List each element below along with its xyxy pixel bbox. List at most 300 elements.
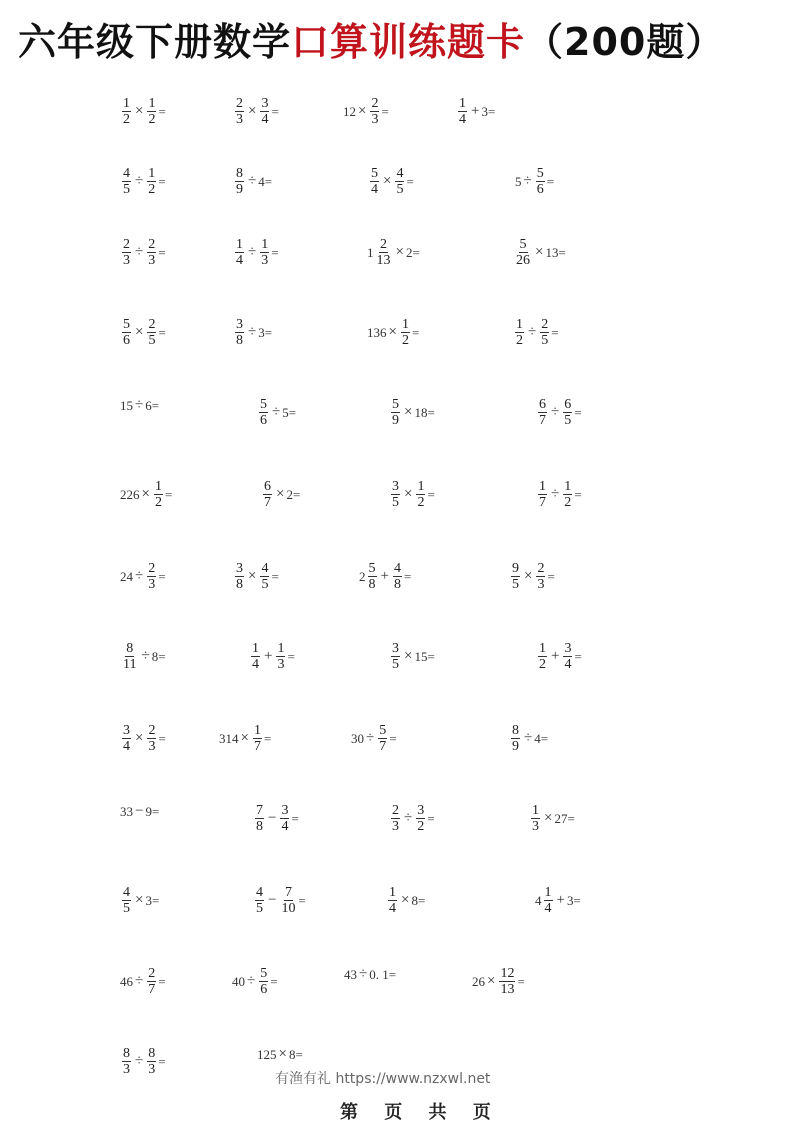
numerator: 2 — [148, 966, 156, 981]
term: 26 — [472, 973, 485, 989]
denominator: 3 — [123, 1062, 130, 1077]
term: 3= — [566, 892, 581, 908]
numerator: 1 — [236, 237, 243, 252]
fraction — [147, 723, 156, 754]
fraction — [391, 479, 400, 510]
problem-item — [120, 561, 166, 592]
problem-item — [472, 966, 525, 997]
denominator: 4 — [281, 819, 289, 834]
numerator: 5 — [519, 237, 527, 252]
title-count: （200题） — [525, 20, 725, 64]
denominator: 5 — [123, 901, 130, 916]
fraction — [395, 166, 404, 197]
term: = — [574, 404, 582, 420]
operator: × — [135, 730, 144, 746]
term: 9= — [145, 803, 160, 819]
term: = — [551, 324, 559, 340]
numerator: 4 — [123, 166, 130, 181]
numerator: 3 — [564, 641, 572, 656]
operator: ÷ — [366, 730, 375, 746]
numerator: 1 — [401, 317, 409, 332]
operator: ÷ — [359, 966, 368, 982]
problem-item — [367, 317, 419, 348]
denominator: 6 — [536, 182, 544, 197]
term: = — [427, 810, 435, 826]
term: 4= — [258, 173, 273, 189]
numerator: 5 — [260, 397, 267, 412]
numerator: 1 — [148, 96, 156, 111]
numerator: 6 — [564, 397, 572, 412]
term: = — [403, 568, 412, 584]
numerator: 5 — [368, 561, 376, 576]
fraction — [401, 317, 410, 348]
numerator: 8 — [123, 1046, 130, 1061]
denominator: 4 — [236, 253, 243, 268]
operator: ÷ — [247, 973, 256, 989]
watermark: 有渔有礼 https://www.nzxwl.net — [275, 1071, 491, 1087]
numerator: 9 — [512, 561, 519, 576]
term: 3= — [145, 892, 160, 908]
term: 8= — [151, 648, 166, 664]
denominator: 3 — [148, 1062, 156, 1077]
operator: × — [401, 892, 410, 908]
fraction — [147, 966, 156, 997]
numerator: 2 — [380, 237, 387, 252]
problem-item — [509, 561, 555, 592]
fraction — [391, 641, 400, 672]
term: = — [271, 244, 279, 260]
term: = — [291, 810, 299, 826]
numerator: 3 — [123, 723, 130, 738]
operator: × — [240, 730, 249, 746]
operator: × — [276, 486, 285, 502]
problem-item — [529, 803, 575, 834]
numerator: 1 — [532, 803, 539, 818]
problem-item — [389, 803, 435, 834]
term: 3= — [258, 324, 273, 340]
fraction — [563, 479, 572, 510]
term: 46 — [120, 973, 133, 989]
numerator: 5 — [260, 966, 268, 981]
problem-item — [219, 723, 271, 754]
term: 40 — [232, 973, 245, 989]
fraction — [393, 561, 402, 592]
problem-item — [456, 96, 495, 127]
denominator: 2 — [516, 333, 523, 348]
fraction — [235, 561, 244, 592]
operator: × — [358, 103, 367, 119]
fraction — [147, 561, 156, 592]
operator: × — [404, 404, 413, 420]
operator: × — [404, 486, 413, 502]
denominator: 4 — [544, 901, 552, 916]
fraction — [263, 479, 272, 510]
denominator: 9 — [236, 182, 243, 197]
denominator: 11 — [123, 657, 137, 672]
operator: ÷ — [551, 404, 560, 420]
fraction — [280, 885, 296, 916]
fraction — [255, 803, 264, 834]
fraction — [563, 641, 572, 672]
operator: − — [135, 803, 144, 819]
term: 226 — [120, 486, 140, 502]
term: = — [158, 244, 166, 260]
term: 43 — [344, 966, 357, 982]
denominator: 4 — [389, 901, 396, 916]
denominator: 3 — [148, 253, 156, 268]
denominator: 3 — [236, 112, 243, 127]
title-highlight: 口算训练题卡 — [291, 20, 526, 64]
term: = — [271, 568, 279, 584]
operator: × — [535, 244, 544, 260]
operator: × — [248, 103, 257, 119]
fraction — [255, 885, 264, 916]
fraction — [251, 641, 260, 672]
fraction — [416, 803, 425, 834]
problem-item — [513, 317, 559, 348]
fraction — [235, 96, 244, 127]
problem-item — [120, 479, 172, 510]
fraction — [260, 561, 269, 592]
problem-item — [233, 96, 279, 127]
term: 4 — [535, 892, 542, 908]
denominator: 6 — [260, 413, 267, 428]
term: 15 — [120, 397, 133, 413]
page-title — [18, 16, 724, 68]
term: = — [389, 730, 397, 746]
numerator: 5 — [392, 397, 399, 412]
denominator: 6 — [123, 333, 130, 348]
fraction — [391, 397, 400, 428]
fraction — [536, 166, 545, 197]
operator: × — [135, 103, 144, 119]
operator: ÷ — [248, 324, 257, 340]
numerator: 2 — [371, 96, 379, 111]
denominator: 7 — [148, 982, 156, 997]
term: 1 — [367, 244, 374, 260]
denominator: 5 — [564, 413, 572, 428]
problem-item — [389, 397, 435, 428]
term: 4= — [534, 730, 549, 746]
term: 3= — [481, 103, 496, 119]
numerator: 6 — [539, 397, 546, 412]
problem-item — [120, 96, 166, 127]
fraction — [122, 237, 131, 268]
term: = — [298, 892, 306, 908]
numerator: 1 — [539, 641, 546, 656]
fraction — [154, 479, 163, 510]
problem-item — [120, 317, 166, 348]
numerator: 2 — [148, 723, 156, 738]
term: = — [427, 486, 435, 502]
term: = — [517, 973, 525, 989]
fraction — [235, 237, 244, 268]
numerator: 4 — [396, 166, 404, 181]
numerator: 5 — [123, 317, 130, 332]
problem-item — [257, 1046, 303, 1063]
numerator: 1 — [539, 479, 546, 494]
denominator: 2 — [148, 182, 156, 197]
denominator: 3 — [123, 253, 130, 268]
denominator: 5 — [396, 182, 404, 197]
fraction — [122, 1046, 131, 1077]
fraction — [147, 96, 156, 127]
numerator: 3 — [261, 96, 269, 111]
denominator: 2 — [148, 112, 156, 127]
problem-item — [513, 237, 566, 268]
fraction — [122, 317, 131, 348]
denominator: 2 — [417, 495, 425, 510]
term: = — [263, 730, 272, 746]
fraction — [122, 166, 131, 197]
numerator: 1 — [252, 641, 259, 656]
numerator: 1 — [516, 317, 523, 332]
numerator: 7 — [256, 803, 263, 818]
fraction — [122, 641, 137, 672]
problem-item — [389, 479, 435, 510]
denominator: 8 — [393, 577, 401, 592]
term: = — [270, 973, 278, 989]
operator: ÷ — [528, 324, 537, 340]
term: 314 — [219, 730, 239, 746]
numerator: 1 — [544, 885, 552, 900]
operator: × — [388, 324, 397, 340]
numerator: 1 — [148, 166, 156, 181]
fraction — [544, 885, 553, 916]
denominator: 3 — [392, 819, 399, 834]
operator: + — [380, 568, 389, 584]
problem-item — [233, 561, 279, 592]
operator: ÷ — [404, 810, 413, 826]
fraction — [122, 96, 131, 127]
fraction — [147, 166, 156, 197]
denominator: 5 — [123, 182, 130, 197]
problem-item — [536, 397, 582, 428]
term: 136 — [367, 324, 387, 340]
denominator: 6 — [260, 982, 268, 997]
denominator: 3 — [261, 253, 269, 268]
operator: × — [135, 892, 144, 908]
operator: × — [278, 1046, 287, 1062]
denominator: 7 — [253, 739, 261, 754]
term: 2= — [405, 244, 420, 260]
problem-item — [261, 479, 300, 510]
problem-item — [359, 561, 411, 592]
operator: + — [471, 103, 480, 119]
term: 2 — [359, 568, 366, 584]
fraction — [368, 561, 377, 592]
fraction — [538, 479, 547, 510]
term: 6= — [145, 397, 160, 413]
term: 12 — [343, 103, 356, 119]
denominator: 7 — [539, 413, 546, 428]
term: = — [406, 173, 414, 189]
operator: ÷ — [141, 648, 150, 664]
numerator: 5 — [536, 166, 544, 181]
fraction — [260, 96, 269, 127]
denominator: 5 — [541, 333, 549, 348]
fraction — [458, 96, 467, 127]
problem-item — [249, 641, 295, 672]
fraction — [376, 237, 392, 268]
problem-item — [386, 885, 425, 916]
operator: ÷ — [523, 173, 532, 189]
operator: × — [248, 568, 257, 584]
numerator: 4 — [256, 885, 263, 900]
fraction — [391, 803, 400, 834]
denominator: 3 — [148, 739, 156, 754]
numerator: 1 — [459, 96, 466, 111]
numerator: 6 — [264, 479, 271, 494]
denominator: 4 — [261, 112, 269, 127]
numerator: 2 — [392, 803, 399, 818]
problem-item — [120, 1046, 166, 1077]
term: = — [158, 173, 166, 189]
term: 5= — [282, 404, 297, 420]
fraction — [536, 561, 545, 592]
fraction — [147, 237, 156, 268]
problem-item — [536, 641, 582, 672]
fraction — [563, 397, 572, 428]
fraction — [259, 397, 268, 428]
problem-item — [343, 96, 389, 127]
page-number-footer: 第 页 共 页 — [340, 1102, 501, 1123]
problem-item — [120, 397, 159, 414]
operator: ÷ — [551, 486, 560, 502]
fraction — [235, 166, 244, 197]
numerator: 1 — [564, 479, 572, 494]
term: = — [158, 324, 166, 340]
problem-item — [120, 166, 166, 197]
denominator: 7 — [379, 739, 387, 754]
operator: × — [544, 810, 553, 826]
numerator: 2 — [236, 96, 243, 111]
operator: ÷ — [135, 568, 144, 584]
operator: ÷ — [524, 730, 533, 746]
term: 15= — [414, 648, 435, 664]
fraction — [388, 885, 397, 916]
numerator: 3 — [392, 479, 399, 494]
operator: ÷ — [248, 244, 257, 260]
denominator: 4 — [564, 657, 572, 672]
denominator: 26 — [516, 253, 530, 268]
numerator: 3 — [417, 803, 425, 818]
numerator: 1 — [154, 479, 162, 494]
fraction — [416, 479, 425, 510]
denominator: 2 — [539, 657, 546, 672]
problem-item — [120, 885, 159, 916]
denominator: 3 — [148, 577, 156, 592]
term: = — [546, 173, 555, 189]
fraction — [511, 723, 520, 754]
operator: ÷ — [135, 397, 144, 413]
denominator: 2 — [154, 495, 162, 510]
term: 8= — [411, 892, 426, 908]
fraction — [122, 885, 131, 916]
term: = — [158, 568, 166, 584]
fraction — [276, 641, 285, 672]
denominator: 5 — [261, 577, 269, 592]
problem-item — [351, 723, 397, 754]
denominator: 2 — [401, 333, 409, 348]
operator: + — [264, 648, 273, 664]
denominator: 9 — [512, 739, 519, 754]
operator: × — [395, 244, 404, 260]
fraction — [538, 397, 547, 428]
fraction — [499, 966, 515, 997]
fraction — [260, 237, 269, 268]
numerator: 8 — [148, 1046, 156, 1061]
denominator: 4 — [459, 112, 466, 127]
problem-item — [232, 966, 278, 997]
numerator: 7 — [284, 885, 292, 900]
denominator: 5 — [512, 577, 519, 592]
term: = — [574, 648, 582, 664]
operator: × — [487, 973, 496, 989]
fraction — [147, 1046, 156, 1077]
fraction — [531, 803, 540, 834]
operator: + — [551, 648, 560, 664]
term: 27= — [554, 810, 575, 826]
term: = — [287, 648, 295, 664]
term: 5 — [515, 173, 522, 189]
numerator: 3 — [236, 561, 243, 576]
numerator: 4 — [393, 561, 401, 576]
denominator: 2 — [564, 495, 572, 510]
problem-item — [257, 397, 296, 428]
term: 18= — [414, 404, 435, 420]
numerator: 1 — [123, 96, 130, 111]
problem-item — [120, 641, 166, 672]
numerator: 2 — [148, 237, 156, 252]
numerator: 8 — [512, 723, 519, 738]
numerator: 2 — [537, 561, 545, 576]
problem-item — [367, 237, 420, 268]
fraction — [259, 966, 268, 997]
operator: ÷ — [135, 173, 144, 189]
problem-item — [535, 885, 581, 916]
denominator: 13 — [500, 982, 515, 997]
numerator: 1 — [389, 885, 396, 900]
numerator: 2 — [123, 237, 130, 252]
operator: ÷ — [135, 973, 144, 989]
numerator: 2 — [148, 317, 156, 332]
problem-item — [120, 723, 166, 754]
numerator: 5 — [379, 723, 387, 738]
fraction — [511, 561, 520, 592]
denominator: 5 — [392, 495, 399, 510]
term: = — [547, 568, 555, 584]
numerator: 8 — [236, 166, 243, 181]
operator: + — [556, 892, 565, 908]
operator: × — [135, 324, 144, 340]
problem-item — [120, 803, 159, 820]
numerator: 2 — [541, 317, 549, 332]
term: 13= — [545, 244, 566, 260]
denominator: 4 — [371, 182, 378, 197]
fraction — [515, 317, 524, 348]
operator: ÷ — [135, 1053, 144, 1069]
problem-item — [368, 166, 414, 197]
operator: ÷ — [272, 404, 281, 420]
denominator: 7 — [264, 495, 271, 510]
term: = — [158, 1053, 166, 1069]
fraction — [370, 96, 379, 127]
denominator: 3 — [371, 112, 379, 127]
problem-item — [253, 803, 299, 834]
denominator: 5 — [392, 657, 399, 672]
numerator: 1 — [277, 641, 285, 656]
